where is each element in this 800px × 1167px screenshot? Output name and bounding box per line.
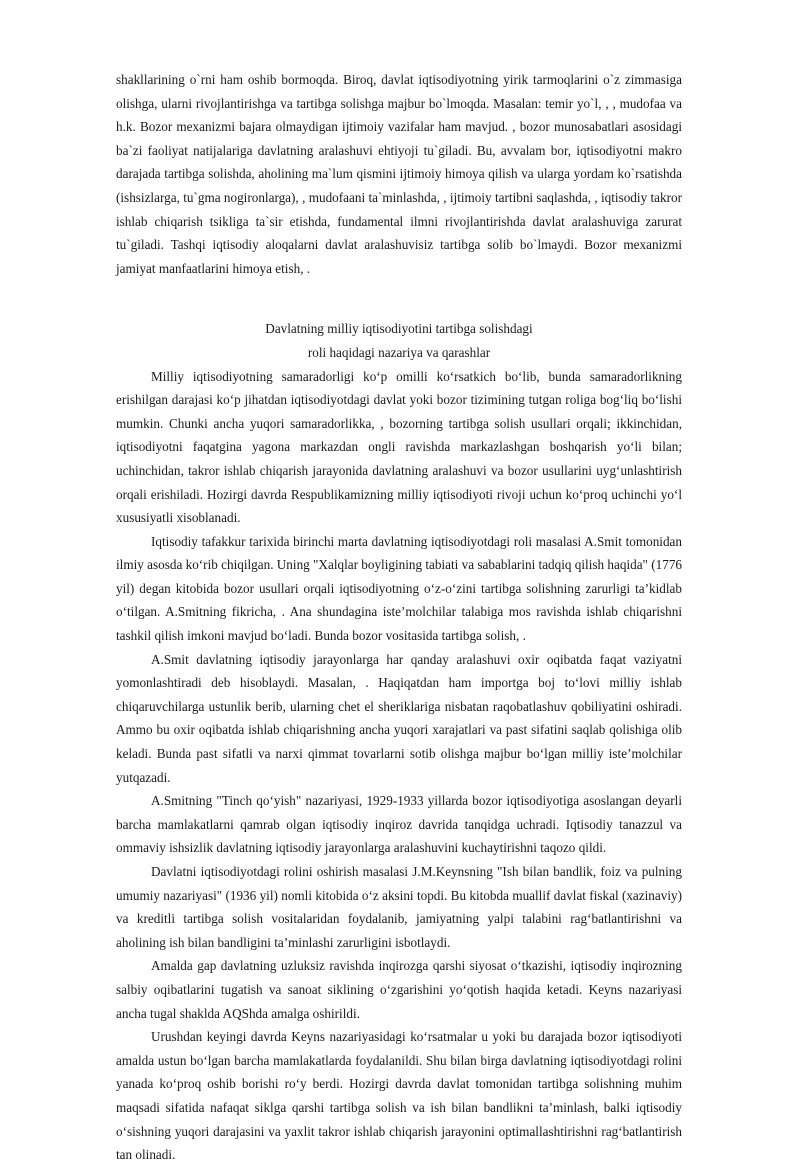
body-paragraph-2: Iqtisodiy tafakkur tarixida birinchi marta davlatning iqtisodiyotdagi roli masalasi A.Smit tomonidan ilmiy asosda ko‘rib chiqilgan. Uning "Xalqlar boyligining tabiati va sabablarini tadqiq qilish haqida" (1776 yil) degan kitobida bozor usullari orqali iqtisodiyotning o‘z-o‘zini tartibga solishning zarurligi ta’kidlab o‘tilgan. A.Smitning fikricha, . Ana shundagina iste’molchilar talabiga mos ravishda ishlab chiqarishni tashkil qilish imkoni mavjud bo‘ladi. Bunda bozor vositasida tartibga solish, . bbox=[116, 533, 682, 644]
section-heading bbox=[116, 317, 682, 364]
section-heading-line-2: roli haqidagi nazariya va qarashlar bbox=[307, 344, 491, 360]
body-paragraph-3: A.Smit davlatning iqtisodiy jarayonlarga har qanday aralashuvi oxir oqibatda faqat vaziyatni yomonlashtiradi deb hisoblaydi. Masalan, . Haqiqatdan ham importga boj to‘lovi milliy ishlab chiqaruvchilarga ustunlik berib, ularning chet el sheriklariga nisbatan raqobatlashuv qobiliyatini oshiradi. Ammo bu oxir oqibatda ishlab chiqarishning ancha yuqori xarajatlari va past sifatini saqlab qolishiga olib keladi. Bunda past sifatli va narxi qimmat tovarlarni sotib olishga majbur bo‘lgan milliy iste’molchilar yutqazadi. bbox=[116, 651, 682, 785]
body-paragraph-4: A.Smitning "Tinch qo‘yish" nazariyasi, 1929-1933 yillarda bozor iqtisodiyotiga asoslangan deyarli barcha mamlakatlarni qamrab olgan iqtisodiy inqiroz davrida tanqidga uchradi. Iqtisodiy tanazzul va ommaviy ishsizlik davlatning iqtisodiy jarayonlarga aralashuvini kuchaytirishni taqozo qildi. bbox=[116, 793, 682, 856]
body-paragraph-6: Amalda gap davlatning uzluksiz ravishda inqirozga qarshi siyosat o‘tkazishi, iqtisodiy inqirozning salbiy oqibatlarini tugatish va sanoat siklining o‘zgarishini yo‘qotish haqida ketadi. Keyns nazariyasi ancha tugal shaklda AQShda amalga oshirildi. bbox=[116, 958, 682, 1021]
body-paragraph-5: Davlatni iqtisodiyotdagi rolini oshirish masalasi J.M.Keynsning "Ish bilan bandlik, foiz va pulning umumiy nazariyasi" (1936 yil) nomli kitobida o‘z aksini topdi. Bu kitobda muallif davlat fiskal (xazinaviy) va kreditli tartibga solish vositalaridan foydalanib, jamiyatning yalpi talabini rag‘batlantirishni va aholining ish bilan bandligini ta’minlashi zarurligini isbotlaydi. bbox=[116, 864, 682, 950]
section-heading-line-1: Davlatning milliy iqtisodiyotini tartibga solishdagi bbox=[265, 321, 533, 337]
body-paragraph-1: Milliy iqtisodiyotning samaradorligi ko‘p omilli ko‘rsatkich bo‘lib, bunda samaradorlikning erishilgan darajasi ko‘p jihatdan iqtisodiyotdagi davlat yoki bozor tizimining tutgan roliga bog‘liq bo‘lishi mumkin. Chunki ancha yuqori samaradorlikka, , bozorning tartibga solish usullari orqali; ikkinchidan, iqtisodiyotni faqatgina yagona markazdan ongli ravishda markazlashgan boshqarish yo‘li bilan; uchinchidan, takror ishlab chiqarish jarayonida davlatning aralashuvi va bozor usullarini uyg‘unlashtirish orqali erishiladi. Hozirgi davrda Respublikamizning milliy iqtisodiyoti rivoji uchun ko‘proq uchinchi yo‘l xususiyatli xisoblanadi. bbox=[116, 368, 682, 526]
body-paragraph-7: Urushdan keyingi davrda Keyns nazariyasidagi ko‘rsatmalar u yoki bu darajada bozor iqtisodiyoti amalda ustun bo‘lgan barcha mamlakatlarda foydalanildi. Shu bilan birga davlatning iqtisodiyotdagi rolini yanada ko‘proq oshib borishi ro‘y berdi. Hozirgi davrda davlat tomonidan tartibga solishning muhim maqsadi sifatida nafaqat siklga qarshi tartibga solish va ish bilan bandlikni ta’minlash, balki iqtisodiy o‘sishning yuqori darajasini va yaxlit takror ishlab chiqarish jarayonini optimallashtirishni rag‘batlantirish tan olinadi. bbox=[116, 1029, 682, 1163]
document-page bbox=[116, 68, 682, 1167]
intro-paragraph: shakllarining o`rni ham oshib bormoqda. Biroq, davlat iqtisodiyotning yirik tarmoqlarini o`z zimmasiga olishga, ularni rivojlantirishga va tartibga solishga majbur bo`lmoqda. Masalan: temir yo`l, , , mudofaa va h.k. Bozor mexanizmi bajara olmaydigan ijtimoiy vazifalar ham mavjud. , bozor munosabatlari asosidagi ba`zi faoliyat natijalariga davlatning aralashuvi ehtiyoji tu`giladi. Bu, avvalam bor, iqtisodiyotni makro darajada tartibga solishda, aholining ma`lum qismini ijtimoiy himoya qilish va ularga yordam ko`rsatishda (ishsizlarga, tu`gma nogironlarga), , mudofaani ta`minlashda, , ijtimoiy tartibni saqlashda, , iqtisodiy takror ishlab chiqarish tsikliga ta`sir etishda, fundamental ilmni rivojlantirishda davlat aralashuviga zarurat tu`giladi. Tashqi iqtisodiy aloqalarni davlat aralashuvisiz tartibga solib bo`lmaydi. Bozor mexanizmi jamiyat manfaatlarini himoya etish, . bbox=[116, 72, 682, 276]
